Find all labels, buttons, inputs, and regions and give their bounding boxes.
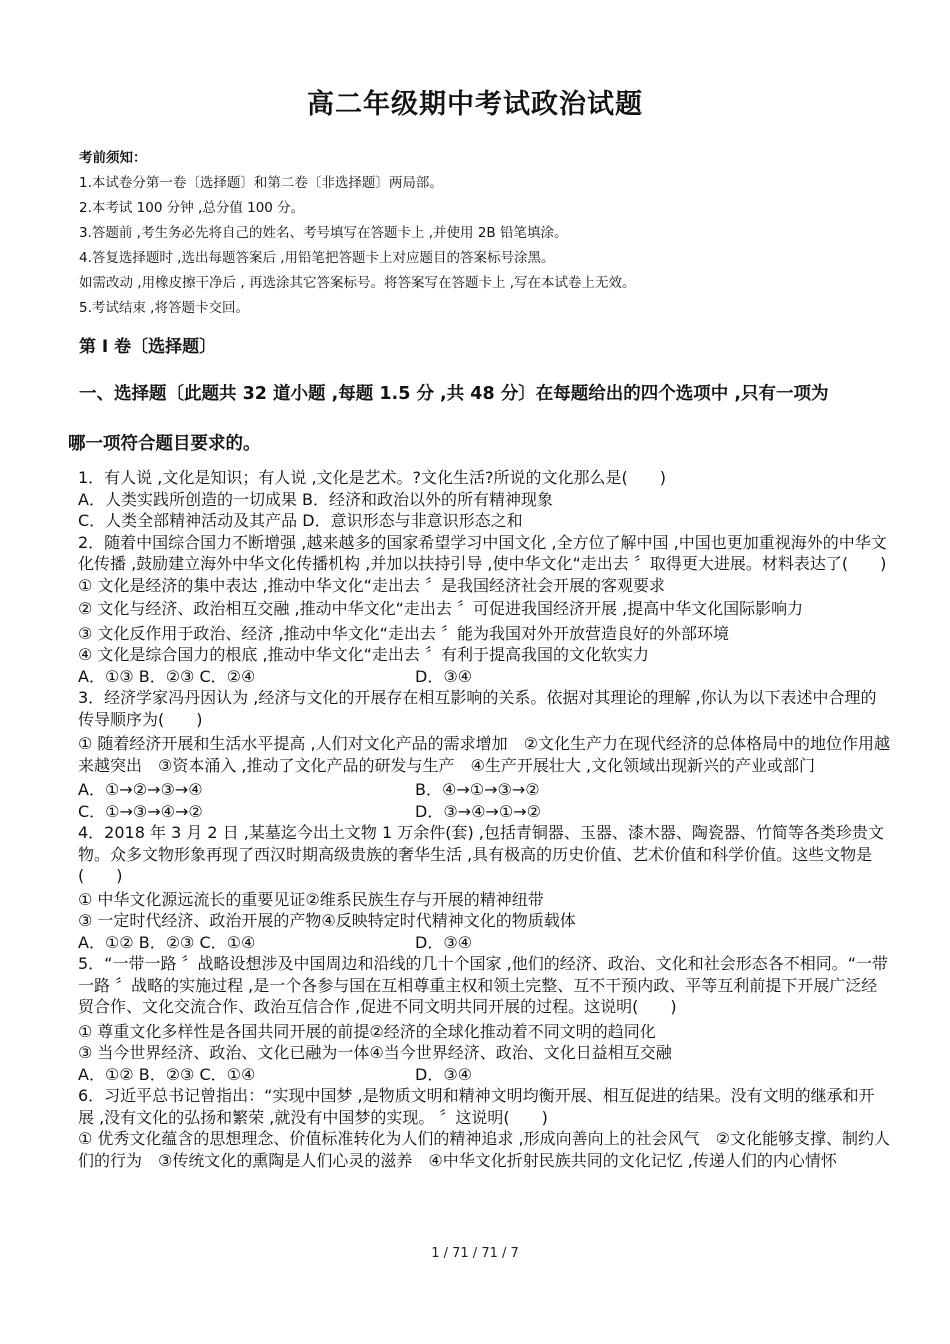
question-5-stem: 5．“一带一路 〞战略设想涉及中国周边和沿线的几十个国家 ,他们的经济、政治、文化和社会形态各不相同。“一带一路 〞战略的实施过程 ,是一个各参与国在互相尊重主权和领土完整、互不干预内政、平等互利前提下开展广泛经贸合作、文化交流合作、政治互信合作 ,促进不同文明共同开展的过程。这说明( ) bbox=[78, 954, 889, 1016]
question-4-item: ① 中华文化源远流长的重要见证②维系民族生存与开展的精神纽带 bbox=[78, 889, 544, 909]
note-line: 5.考试结束 ,将答题卡交回。 bbox=[79, 300, 249, 316]
notes-heading: 考前须知： bbox=[79, 150, 147, 166]
question-2-options-left: A．①③ B．②③ C．②④ bbox=[78, 666, 256, 686]
question-2-item: ② 文化与经济、政治相互交融 ,推动中华文化“走出去 〞可促进我国经济开展 ,提高中华文化国际影响力 bbox=[78, 599, 804, 618]
question-2-item: ③ 文化反作用于政治、经济 ,推动中华文化“走出去 〞能为我国对外开放营造良好的外部环境 bbox=[78, 623, 729, 643]
question-3-options-row1 bbox=[68, 779, 890, 801]
question-5-item: ① 尊重文化多样性是各国共同开展的前提②经济的全球化推动着不同文明的趋同化 bbox=[78, 1021, 656, 1041]
question-1-options-ab: A．人类实践所创造的一切成果 B．经济和政治以外的所有精神现象 bbox=[78, 489, 554, 509]
question-3-items: ① 随着经济开展和生活水平提高 ,人们对文化产品的需求增加 ②文化生产力在现代经济的总体格局中的地位作用越来越突出 ③资本涌入 ,推动了文化产品的研发与生产 ④生产开展壮大 ,文化领域出现新兴的产业或部门 bbox=[78, 734, 890, 775]
section-heading-line2: 哪一项符合题目要求的。 bbox=[68, 434, 261, 454]
question-5-options-right: D．③④ bbox=[415, 1064, 473, 1084]
question-list bbox=[68, 467, 890, 1171]
part-heading: 第 I 卷〔选择题〕 bbox=[79, 337, 217, 357]
question-1-stem: 1．有人说 ,文化是知识；有人说 ,文化是艺术。?文化生活?所说的文化那么是( ) bbox=[78, 468, 666, 487]
question-3-option-d: D．③→④→①→② bbox=[415, 801, 541, 821]
note-line: 如需改动 ,用橡皮擦干净后 , 再选涂其它答案标号。将答案写在答题卡上 ,写在本试卷上无效。 bbox=[79, 275, 636, 291]
question-4-options-left: A．①② B．②③ C．①④ bbox=[78, 932, 256, 952]
note-line: 3.答题前 ,考生务必先将自己的姓名、考号填写在答题卡上 ,并使用 2B 铅笔填涂。 bbox=[79, 225, 568, 241]
question-2-item: ④ 文化是综合国力的根底 ,推动中华文化“走出去 〞有利于提高我国的文化软实力 bbox=[78, 645, 649, 664]
question-2-item: ① 文化是经济的集中表达 ,推动中华文化“走出去 〞是我国经济社会开展的客观要求 bbox=[78, 575, 665, 595]
note-line: 2.本考试 100 分钟 ,总分值 100 分。 bbox=[79, 200, 305, 216]
question-2-stem: 2．随着中国综合国力不断增强 ,越来越多的国家希望学习中国文化 ,全方位了解中国 ,中国也更加重视海外的中华文化传播 ,鼓励建立海外中华文化传播机构 ,并加以扶持引导 ,使中华文化“走出去 〞取得更大进展。材料表达了( ) bbox=[78, 532, 887, 573]
question-6-stem: 6．习近平总书记曾指出：“实现中国梦 ,是物质文明和精神文明均衡开展、相互促进的结果。没有文明的继承和开展 ,没有文化的弘扬和繁荣 ,就没有中国梦的实现。 〞这说明( ) bbox=[78, 1086, 875, 1127]
question-1-options-cd: C．人类全部精神活动及其产品 D．意识形态与非意识形态之和 bbox=[78, 511, 523, 530]
question-3-stem: 3．经济学家冯丹因认为 ,经济与文化的开展存在相互影响的关系。依据对其理论的理解 ,你认为以下表述中合理的传导顺序为( ) bbox=[78, 688, 877, 729]
question-3-option-b: B．④→①→③→② bbox=[415, 780, 540, 799]
note-line: 1.本试卷分第一卷〔选择题〕和第二卷〔非选择题〕两局部。 bbox=[79, 175, 443, 191]
question-4-item: ③ 一定时代经济、政治开展的产物④反映特定时代精神文化的物质载体 bbox=[78, 911, 576, 930]
question-3-option-a: A．①→②→③→④ bbox=[78, 780, 203, 799]
question-5-options-left: A．①② B．②③ C．①④ bbox=[78, 1064, 256, 1084]
question-6-items: ① 优秀文化蕴含的思想理念、价值标准转化为人们的精神追求 ,形成向善向上的社会风气 ②文化能够支撑、制约人们的行为 ③传统文化的熏陶是人们心灵的滋养 ④中华文化折射民族共同的文化记忆 ,传递人们的内心情怀 bbox=[78, 1129, 890, 1170]
question-3-option-c: C．①→③→④→② bbox=[78, 801, 203, 821]
page-title: 高二年级期中考试政治试题 bbox=[307, 89, 643, 120]
question-2-options bbox=[68, 666, 890, 688]
section-heading bbox=[68, 378, 888, 460]
question-5-options bbox=[68, 1064, 890, 1086]
question-5-item: ③ 当今世界经济、政治、文化已融为一体④当今世界经济、政治、文化日益相互交融 bbox=[78, 1043, 672, 1062]
question-3-options-row2 bbox=[68, 801, 890, 823]
page-footer: 1 / 71 / 71 / 7 bbox=[431, 1246, 519, 1261]
section-heading-line1: 一、选择题〔此题共 32 道小题 ,每题 1.5 分 ,共 48 分〕在每题给出的四个选项中 ,只有一项为 bbox=[79, 384, 829, 404]
note-line: 4.答复选择题时 ,选出每题答案后 ,用铅笔把答题卡上对应题目的答案标号涂黑。 bbox=[79, 250, 555, 266]
question-4-stem: 4．2018 年 3 月 2 日 ,某墓迄今出土文物 1 万余件(套) ,包括青铜器、玉器、漆木器、陶瓷器、竹简等各类珍贵文物。众多文物形象再现了西汉时期高级贵族的奢华生活 ,具有极高的历史价值、艺术价值和科学价值。这些文物是( ) bbox=[78, 823, 884, 885]
question-4-options-right: D．③④ bbox=[415, 932, 473, 952]
exam-notes bbox=[79, 146, 879, 321]
question-2-options-right: D．③④ bbox=[415, 666, 473, 686]
question-4-options bbox=[68, 932, 890, 954]
